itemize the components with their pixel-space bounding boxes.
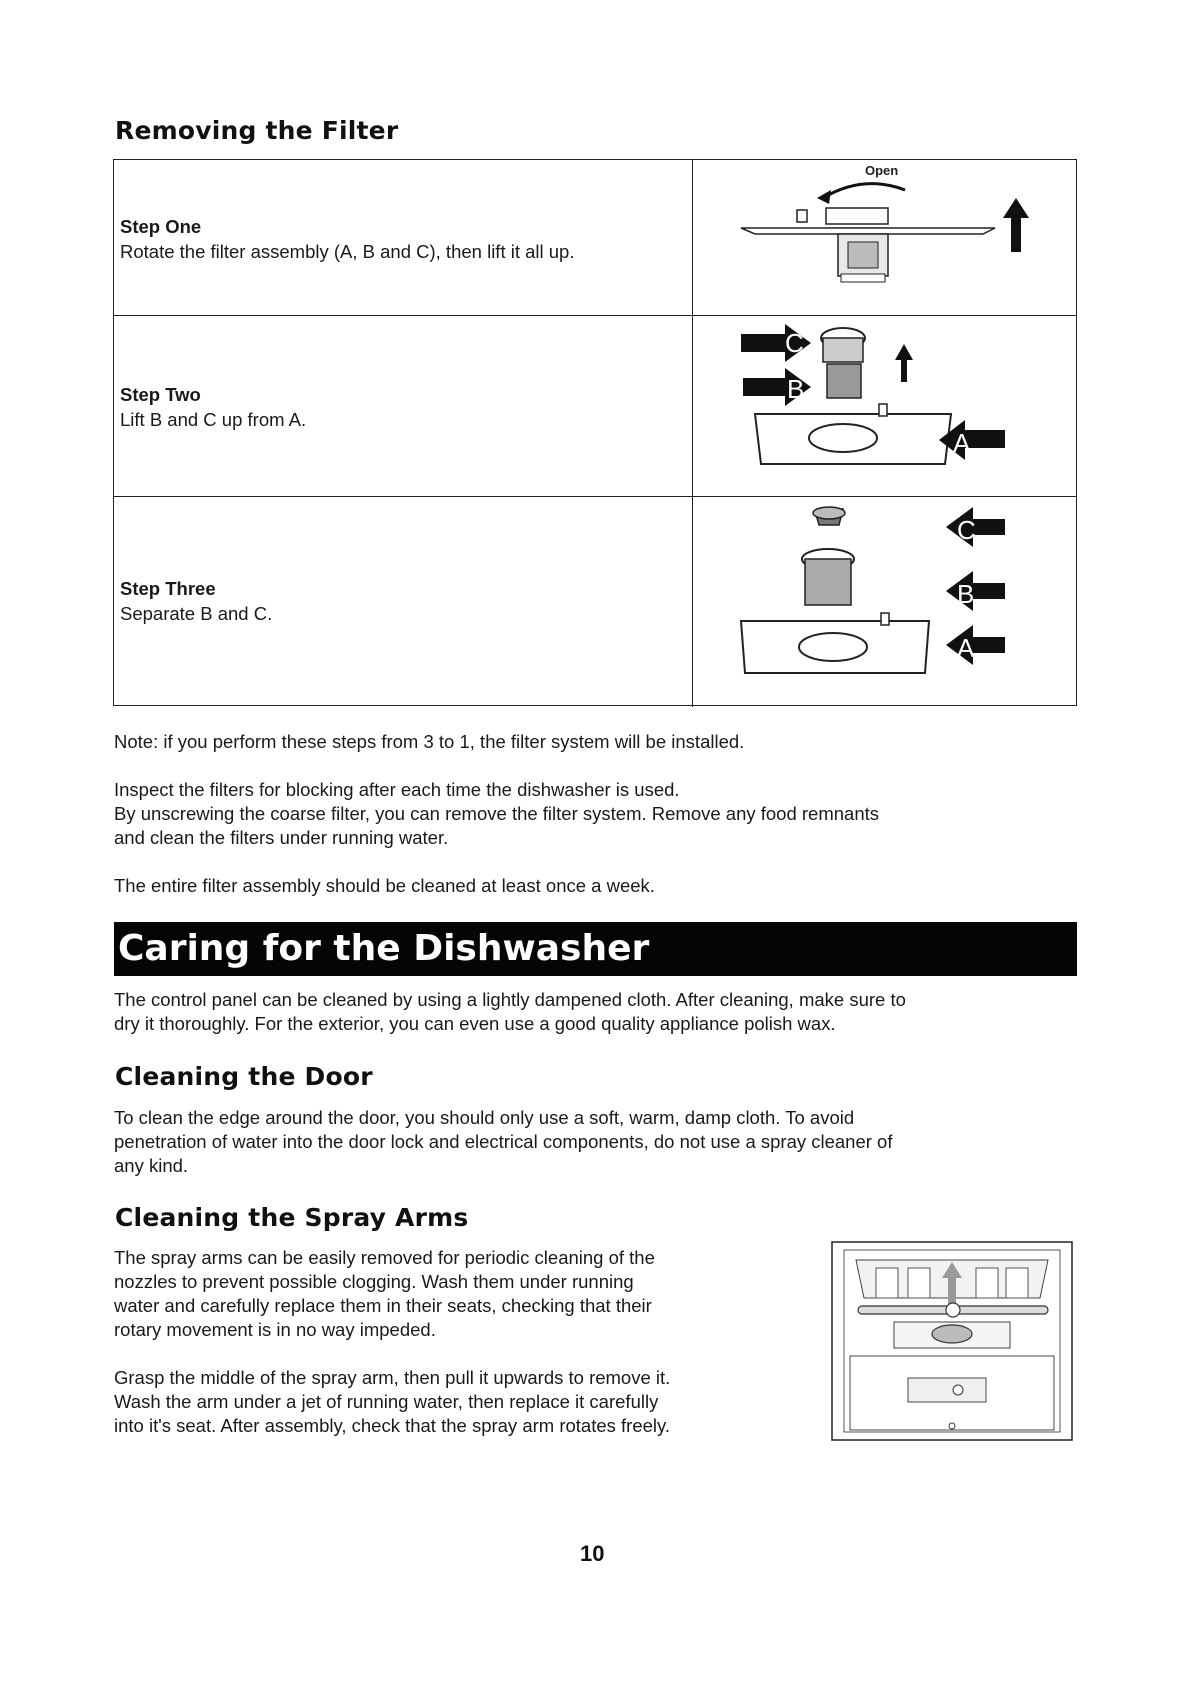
filter-a-knob	[881, 613, 889, 625]
step-two-description: Lift B and C up from A.	[120, 409, 307, 430]
filter-rotate-illustration	[693, 160, 1078, 316]
inspect-line-2: By unscrewing the coarse filter, you can remove the filter system. Remove any food remnants	[114, 803, 880, 824]
basket-rack-4	[1006, 1268, 1028, 1298]
step-one-figure	[692, 160, 1077, 315]
section-heading-cleaning-spray-arms: Cleaning the Spray Arms	[115, 1203, 469, 1232]
spray-p2-line-3: into it's seat. After assembly, check that the spray arm rotates freely.	[114, 1415, 671, 1436]
filter-b-body	[805, 559, 851, 605]
filter-knob	[797, 210, 807, 222]
weekly-cleaning-note: The entire filter assembly should be cleaned at least once a week.	[114, 875, 655, 896]
door-line-3: any kind.	[114, 1155, 189, 1176]
step-one-text	[120, 214, 690, 264]
step-three-figure	[692, 497, 1077, 707]
dispenser-knob	[953, 1385, 963, 1395]
label-b: B	[957, 579, 975, 609]
label-b: B	[787, 374, 805, 404]
step-two-title: Step Two	[120, 384, 201, 405]
step-three-row	[114, 497, 1076, 707]
caring-line-2: dry it thoroughly. For the exterior, you can even use a good quality appliance polish wax.	[114, 1013, 836, 1034]
arrow-b-shaft	[971, 583, 1005, 599]
label-a: A	[957, 633, 975, 663]
inspect-line-3: and clean the filters under running water.	[114, 827, 449, 848]
arrow-a-shaft	[971, 637, 1005, 653]
label-a: A	[953, 428, 971, 458]
filter-b-body	[827, 364, 861, 398]
filter-base	[841, 274, 885, 282]
caring-line-1: The control panel can be cleaned by using a lightly dampened cloth. After cleaning, make sure to	[114, 989, 906, 1010]
lift-up-arrow	[895, 344, 913, 382]
inspect-line-1: Inspect the filters for blocking after each time the dishwasher is used.	[114, 779, 680, 800]
rotate-arrowhead	[817, 190, 831, 204]
spray-p1-line-4: rotary movement is in no way impeded.	[114, 1319, 436, 1340]
filter-separate-illustration	[693, 497, 1078, 707]
filter-lift-illustration	[693, 316, 1078, 497]
filter-plate	[741, 228, 995, 234]
step-three-description: Separate B and C.	[120, 603, 273, 624]
door-line-2: penetration of water into the door lock and electrical components, do not use a spray cleaner of	[114, 1131, 893, 1152]
spray-p1-line-2: nozzles to prevent possible clogging. Wash them under running	[114, 1271, 634, 1292]
step-one-row	[114, 160, 1076, 316]
spray-p2-line-2: Wash the arm under a jet of running water, then replace it carefully	[114, 1391, 659, 1412]
filter-cap	[826, 208, 888, 224]
rotate-arc	[823, 184, 905, 198]
label-c: C	[957, 515, 976, 545]
lift-up-arrow	[1003, 198, 1029, 252]
section-heading-cleaning-door: Cleaning the Door	[115, 1062, 373, 1091]
door-hinge	[949, 1423, 955, 1429]
filter-housing	[932, 1325, 972, 1343]
steps-table	[113, 159, 1077, 706]
section-heading-removing-filter: Removing the Filter	[115, 116, 399, 145]
step-two-text	[120, 382, 690, 432]
spray-p2-line-1: Grasp the middle of the spray arm, then pull it upwards to remove it.	[114, 1367, 671, 1388]
step-one-description: Rotate the filter assembly (A, B and C), then lift it all up.	[120, 241, 575, 262]
filter-c-rim	[813, 507, 845, 519]
basket-rack-1	[876, 1268, 898, 1298]
step-three-text	[120, 576, 690, 626]
filter-c-body	[823, 338, 863, 362]
spray-p1-line-3: water and carefully replace them in their seats, checking that their	[114, 1295, 652, 1316]
install-note: Note: if you perform these steps from 3 to 1, the filter system will be installed.	[114, 731, 745, 752]
detergent-dispenser	[908, 1378, 986, 1402]
arrow-c-shaft	[741, 334, 787, 352]
filter-a-knob	[879, 404, 887, 416]
spray-arm-illustration	[830, 1240, 1075, 1443]
open-label: Open	[865, 163, 899, 178]
label-c: C	[785, 328, 804, 358]
basket-rack-2	[908, 1268, 930, 1298]
arrow-c-shaft	[971, 519, 1005, 535]
spray-arm-hub	[946, 1303, 960, 1317]
step-three-title: Step Three	[120, 578, 216, 599]
filter-a-opening	[799, 633, 867, 661]
caring-banner: Caring for the Dishwasher	[114, 922, 1077, 976]
door-line-1: To clean the edge around the door, you should only use a soft, warm, damp cloth. To avoid	[114, 1107, 855, 1128]
basket-rack-3	[976, 1268, 998, 1298]
step-one-title: Step One	[120, 216, 202, 237]
filter-mesh	[848, 242, 878, 268]
filter-a-opening	[809, 424, 877, 452]
page-number: 10	[580, 1541, 605, 1566]
step-two-figure	[692, 316, 1077, 496]
step-two-row	[114, 316, 1076, 497]
arrow-b-shaft	[743, 378, 787, 396]
spray-p1-line-1: The spray arms can be easily removed for periodic cleaning of the	[114, 1247, 655, 1268]
